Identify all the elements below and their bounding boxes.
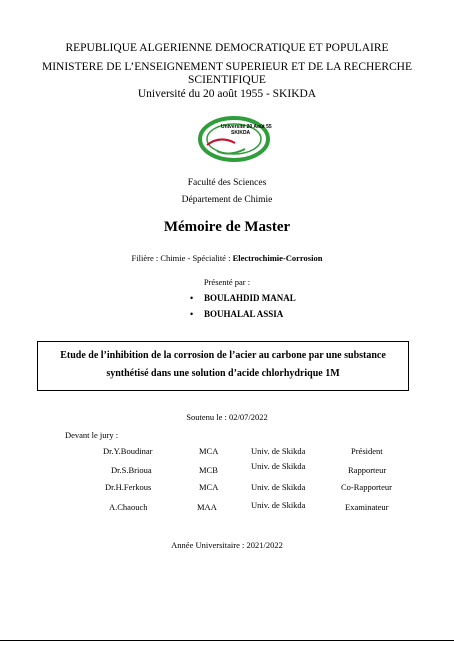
presented-by: Présenté par : xyxy=(203,277,251,287)
author-item xyxy=(190,309,296,325)
jury-university: Univ. de Skikda xyxy=(251,461,306,471)
memoire-title: Mémoire de Master xyxy=(163,219,291,235)
logo-text-university: Université 20 Août 55 xyxy=(221,124,272,130)
author-name: BOULAHDID MANAL xyxy=(204,293,296,303)
thesis-title-line1: Etude de l’inhibition de la corrosion de l’acier au carbone par une substance xyxy=(60,350,386,361)
author-item xyxy=(190,293,296,309)
jury-grade: MAA xyxy=(197,502,217,512)
jury-role: Co-Rapporteur xyxy=(341,482,392,492)
jury-label: Devant le jury : xyxy=(65,430,119,440)
author-name: BOUHALAL ASSIA xyxy=(204,309,284,319)
authors-list xyxy=(190,293,296,325)
jury-name: Dr.S.Brioua xyxy=(111,465,152,475)
jury-grade: MCA xyxy=(199,482,219,492)
university-logo xyxy=(195,113,273,165)
header-university: Université du 20 août 1955 - SKIKDA xyxy=(137,88,317,100)
jury-name: Dr.H.Ferkous xyxy=(105,482,152,492)
jury-grade: MCB xyxy=(199,465,218,475)
logo-text-skikda: SKIKDA xyxy=(231,130,251,136)
jury-name: A.Chaouch xyxy=(109,502,148,512)
bullet-icon: • xyxy=(190,309,194,319)
header-scientifique: SCIENTIFIQUE xyxy=(188,74,266,86)
page-bottom-divider xyxy=(0,640,454,641)
filiere-prefix: Filière : Chimie - Spécialité : xyxy=(131,253,233,263)
thesis-title-line2: synthétisé dans une solution d’acide chlorhydrique 1M xyxy=(106,368,340,379)
filiere-line xyxy=(0,253,454,263)
jury-role: Président xyxy=(351,446,383,456)
filiere-speciality: Electrochimie-Corrosion xyxy=(232,253,323,263)
academic-year: Année Universitaire : 2021/2022 xyxy=(171,540,283,550)
jury-university: Univ. de Skikda xyxy=(251,446,306,456)
jury-university: Univ. de Skikda xyxy=(251,500,306,510)
jury-grade: MCA xyxy=(199,446,219,456)
header-ministry: MINISTERE DE L’ENSEIGNEMENT SUPERIEUR ET DE LA RECHERCHE xyxy=(41,61,413,73)
defense-date: Soutenu le : 02/07/2022 xyxy=(186,412,268,422)
thesis-title-box xyxy=(37,341,409,391)
jury-role: Rapporteur xyxy=(348,465,387,475)
bullet-icon: • xyxy=(190,293,194,303)
faculty: Faculté des Sciences xyxy=(187,178,267,188)
jury-role: Examinateur xyxy=(345,502,389,512)
jury-university: Univ. de Skikda xyxy=(251,482,306,492)
header-republic: REPUBLIQUE ALGERIENNE DEMOCRATIQUE ET POPULAIRE xyxy=(65,42,389,54)
department: Département de Chimie xyxy=(181,195,273,205)
jury-name: Dr.Y.Boudinar xyxy=(103,446,153,456)
